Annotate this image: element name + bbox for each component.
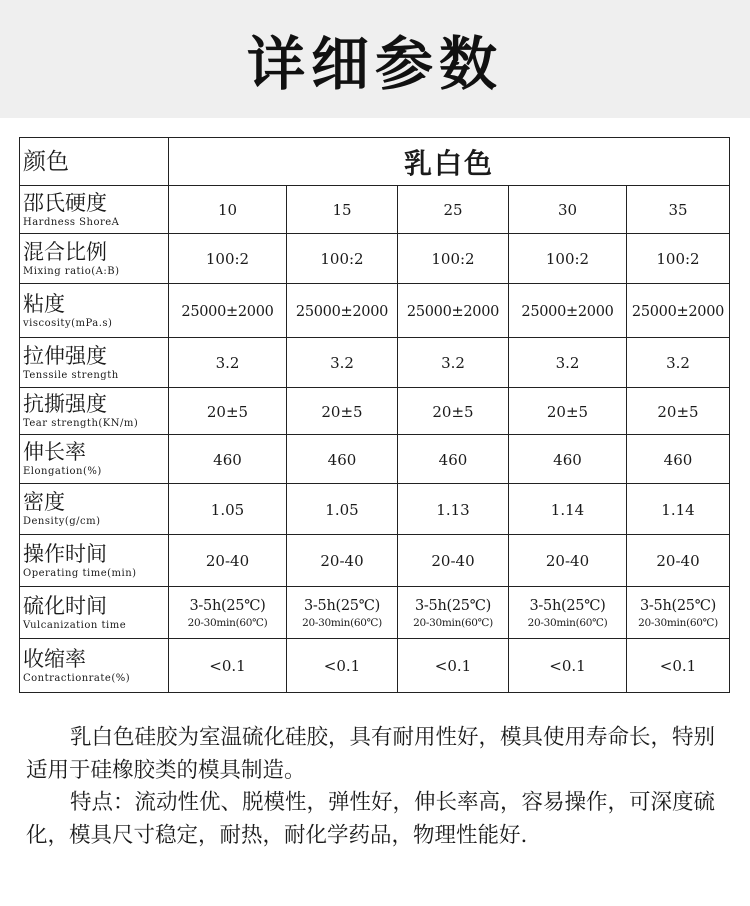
value-cell (627, 435, 730, 484)
value-text: <0.1 (659, 657, 697, 675)
value-cell (287, 234, 398, 284)
page-header (0, 0, 750, 118)
value-cell (169, 535, 287, 587)
row-label-en: Tear strength(KN/m) (23, 418, 139, 429)
value-cell (627, 484, 730, 535)
value-cell (169, 484, 287, 535)
parameter-table (19, 137, 730, 693)
value-line-1: 3-5h(25℃) (189, 597, 266, 614)
value-text: 3.2 (441, 354, 465, 372)
value-cell (509, 639, 627, 693)
row-label-zh: 密度 (23, 490, 65, 514)
value-cell (627, 535, 730, 587)
value-text: 3.2 (666, 354, 690, 372)
value-cell (509, 338, 627, 388)
row-label-en: Mixing ratio(A:B) (23, 265, 120, 277)
value-cell (627, 639, 730, 693)
value-text: 25000±2000 (181, 304, 274, 320)
value-text: 100:2 (320, 250, 364, 268)
value-text: 25000±2000 (406, 304, 500, 320)
table-row (20, 639, 730, 693)
row-label (20, 284, 169, 338)
value-text: 25000±2000 (521, 304, 614, 320)
value-text: 20±5 (321, 402, 363, 421)
color-value: 乳白色 (403, 146, 494, 180)
value-cell (509, 388, 627, 435)
value-text: 460 (327, 450, 357, 469)
row-label-zh: 颜色 (23, 148, 69, 175)
row-label-zh: 拉伸强度 (23, 343, 107, 368)
value-line-2: 20-30min(60℃) (527, 616, 608, 629)
row-label-en: viscosity(mPa.s) (23, 317, 113, 329)
value-cell (627, 284, 730, 338)
row-label-zh: 邵氏硬度 (23, 190, 107, 215)
value-cell (509, 587, 627, 639)
value-text: 100:2 (545, 250, 590, 268)
value-text: 20-40 (545, 552, 590, 570)
value-text: <0.1 (209, 657, 246, 675)
value-cell (509, 535, 627, 587)
value-text: 20±5 (546, 402, 589, 421)
value-cell (509, 186, 627, 234)
value-text: 460 (553, 450, 582, 469)
value-text: 10 (217, 201, 238, 219)
row-label-zh: 粘度 (23, 291, 65, 316)
row-label (20, 338, 169, 388)
value-cell (627, 186, 730, 234)
value-text: 1.14 (661, 500, 695, 519)
page-title: 详细参数 (246, 30, 503, 98)
value-text: 460 (213, 450, 242, 469)
row-label (20, 535, 169, 587)
table-row (20, 234, 730, 284)
row-label (20, 388, 169, 435)
value-line-2: 20-30min(60℃) (413, 616, 493, 629)
value-text: 1.13 (436, 500, 470, 519)
table-row (20, 338, 730, 388)
value-cell (169, 338, 287, 388)
table-row (20, 388, 730, 435)
row-label (20, 639, 169, 693)
row-label-en: Vulcanization time (23, 619, 127, 631)
row-label-zh: 操作时间 (23, 541, 107, 566)
table-row (20, 587, 730, 639)
value-text: 1.14 (550, 500, 585, 519)
value-line-2: 20-30min(60℃) (302, 616, 382, 629)
value-text: <0.1 (434, 657, 472, 675)
value-cell (287, 284, 398, 338)
value-cell (398, 284, 509, 338)
value-text: 100:2 (656, 250, 700, 268)
value-cell (169, 284, 287, 338)
row-label (20, 587, 169, 639)
value-cell (169, 234, 287, 284)
value-text: 3.2 (215, 354, 240, 372)
value-cell (287, 435, 398, 484)
value-cell (398, 388, 509, 435)
value-text: 15 (332, 201, 352, 219)
value-cell (509, 234, 627, 284)
row-label-en: Tenssile strength (23, 369, 119, 381)
value-cell (398, 639, 509, 693)
value-text: 30 (557, 201, 578, 219)
row-label-en: Density(g/cm) (23, 516, 101, 527)
value-text: 1.05 (210, 500, 245, 519)
value-cell (509, 284, 627, 338)
value-text: 25 (443, 201, 463, 219)
value-cell (169, 587, 287, 639)
value-cell (627, 338, 730, 388)
value-text: 3.2 (330, 354, 354, 372)
value-cell (509, 484, 627, 535)
value-cell (287, 639, 398, 693)
value-text: 100:2 (205, 250, 250, 268)
value-text: 20±5 (432, 402, 474, 421)
row-label-en: Hardness ShoreA (23, 216, 120, 228)
value-text: 20-40 (320, 552, 364, 570)
row-label-en: Elongation(%) (23, 466, 102, 477)
value-text: 20±5 (657, 402, 699, 421)
value-cell (287, 388, 398, 435)
table-row (20, 435, 730, 484)
table-row-color (20, 138, 730, 186)
value-cell (398, 338, 509, 388)
value-cell (398, 484, 509, 535)
value-cell (169, 639, 287, 693)
value-cell (398, 535, 509, 587)
value-cell (398, 234, 509, 284)
value-cell (287, 186, 398, 234)
value-cell (627, 388, 730, 435)
row-label-en: Contractionrate(%) (23, 672, 131, 684)
value-text: 20±5 (206, 402, 249, 421)
row-label-zh: 伸长率 (23, 440, 86, 464)
row-label-zh: 抗撕强度 (23, 392, 107, 416)
value-line-1: 3-5h(25℃) (304, 597, 380, 614)
row-label-zh: 硫化时间 (23, 593, 107, 618)
value-text: <0.1 (323, 657, 361, 675)
row-label-en: Operating time(min) (23, 567, 137, 579)
value-text: 20-40 (431, 552, 475, 570)
value-cell (287, 338, 398, 388)
row-label-zh: 收缩率 (23, 646, 86, 671)
description-paragraph-2: 特点：流动性优、脱模性，弹性好，伸长率高，容易操作，可深度硫化，模具尺寸稳定，耐热，耐化学药品，物理性能好. (26, 790, 716, 848)
value-line-2: 20-30min(60℃) (638, 616, 718, 629)
value-line-1: 3-5h(25℃) (640, 597, 716, 614)
value-cell (169, 186, 287, 234)
table-row (20, 535, 730, 587)
row-label (20, 186, 169, 234)
value-cell (398, 186, 509, 234)
value-text: 35 (668, 201, 688, 219)
value-text: 25000±2000 (295, 304, 389, 320)
value-text: 1.05 (325, 500, 359, 519)
table-row (20, 484, 730, 535)
value-text: <0.1 (549, 657, 586, 675)
value-cell (398, 587, 509, 639)
table-row (20, 284, 730, 338)
value-text: 100:2 (431, 250, 475, 268)
row-label (20, 435, 169, 484)
row-label (20, 234, 169, 284)
value-text: 3.2 (555, 354, 580, 372)
value-cell (287, 535, 398, 587)
value-cell (627, 234, 730, 284)
row-label (20, 138, 169, 186)
value-cell (509, 435, 627, 484)
value-cell (398, 435, 509, 484)
row-label (20, 484, 169, 535)
row-label-zh: 混合比例 (23, 239, 107, 264)
value-line-1: 3-5h(25℃) (529, 597, 606, 614)
value-cell (287, 484, 398, 535)
value-text: 20-40 (656, 552, 700, 570)
value-text: 25000±2000 (631, 304, 725, 320)
description (26, 722, 726, 852)
description-paragraph-1: 乳白色硅胶为室温硫化硅胶，具有耐用性好，模具使用寿命长，特别适用于硅橡胶类的模具制造。 (26, 725, 716, 783)
value-line-1: 3-5h(25℃) (415, 597, 491, 614)
table-row (20, 186, 730, 234)
value-cell (169, 388, 287, 435)
value-cell (169, 435, 287, 484)
color-value-cell (169, 138, 730, 186)
value-text: 20-40 (205, 552, 250, 570)
value-text: 460 (663, 450, 693, 469)
value-text: 460 (438, 450, 468, 469)
value-cell (627, 587, 730, 639)
value-line-2: 20-30min(60℃) (187, 616, 268, 629)
value-cell (287, 587, 398, 639)
